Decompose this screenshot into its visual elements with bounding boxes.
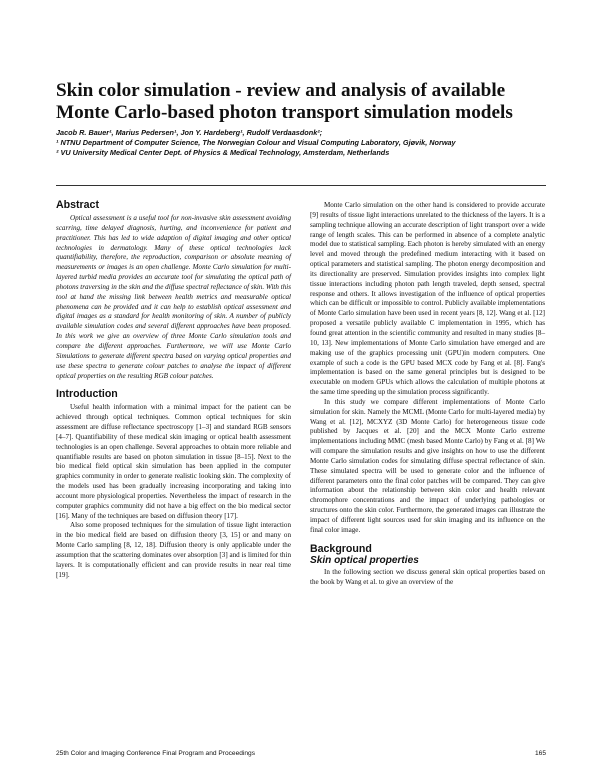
- right-column: [310, 201, 545, 587]
- background-paragraph: In the following section we discuss general skin optical properties based on the book by Wang et al. to give an overview of the: [310, 567, 545, 586]
- affiliations: [56, 138, 556, 158]
- paper-title: Skin color simulation - review and analysis of available Monte Carlo-based photon transport simulation models: [56, 80, 513, 123]
- left-column: [56, 199, 291, 581]
- abstract-heading: Abstract: [56, 199, 99, 211]
- author-list: Jacob R. Bauer¹, Marius Pedersen¹, Jon Y. Hardeberg¹, Rudolf Verdaasdonk²;: [56, 128, 323, 137]
- abstract-text: Optical assessment is a useful tool for non-invasive skin assessment avoiding scarring, time delayed diagnosis, hurting, and inconvenience for patient and practitioner. This has led to wide adaption of digital imaging and other optical technologies in dermatology. Many of these optical technologies lack quantifiability, therefore, the reproduction, comparison or absolute meaning of measurements or images is an open challenge. Monte Carlo simulation for multi-layered turbid media provides an accurate tool for simulating the optical path of photons traversing in the skin and the diffuse spectral reflectance of skin. With this tool at hand the missing link between health metrics and measurable optical phenomena can be provided and it can help to establish optical assessment and digital images as a standard for health monitoring of skin. A number of publicly available simulation codes and several different approaches have been proposed. In this work we give an overview of three Monte Carlo simulation tools and compare the different approaches. Furthermore, we will use Monte Carlo Simulations to generate different spectra based on varying optical properties and use these spectra to generate colour patches to analyse the impact of different optical properties on the resulting RGB colour patches.: [56, 214, 291, 380]
- affiliation-2: ² VU University Medical Center Dept. of Physics & Medical Technology, Amsterdam, Netherlands: [56, 148, 390, 158]
- monte-carlo-paragraph: Monte Carlo simulation on the other hand is considered to provide accurate [9] results of tissue light interactions unrelated to the thickness of the layers. It is a sampling technique allowing an accurate description of light transport over a wide range of length scales. This can be performed in absence of a complete analytic model due to statistical sampling. Each photon is hereby simulated with an energy level and moved through the predefined medium interacting with it based on optical parameters and statistical sampling. The photon energy decomposition and its directionality are preserved. Simulation provides insights into complex light tissue interactions including photon path length traveled, depth sensed, spectral response and others. It allows investigation of the influence of optical properties which can be difficult or impossible to control. Publicly available implementations of Monte Carlo simulation have been used in recent years [8, 12]. Wang et al. [12] proposed a versatile publicly available C implementation in 1995, which has found great attention in the scientific community and resulted in many studies [8–10, 13]. New implementations of Monte Carlo simulation have emerged and are making use of the graphics processing unit (GPU)in modern computers. One example of such a code is the GPU based MCX code by Fang et al. [8]. Fang's implementation is based on the same general principles but is designed to be executable on modern GPUs which allows the calculation of multiple photons at the same time speeding up the simulation process significantly.: [310, 201, 545, 397]
- affiliation-1: ¹ NTNU Department of Computer Science, The Norwegian Colour and Visual Computing Laboratory, Gjøvik, Norway: [56, 138, 456, 147]
- background-heading: Background: [310, 542, 372, 555]
- intro-paragraph-1: Useful health information with a minimal impact for the patient can be achieved through optical techniques. Common optical techniques for skin assessment are diffuse reflectance spectroscopy [1–3] and standard RGB sensors [4–7]. Quantifiability of these medical skin imaging or optical health assessment technologies is an open challenge. Several approaches to obtain more reliable and quantifiable results are based on photon simulation in tissue [8–15]. Next to the bio medical field optical skin simulation has been applied in the computer graphics community in order to generate realistic looking skin. The complexity of the models used has been gradually increasing incorporating and taking into account more physiological properties. Nevertheless the impact of research in the computer graphics community did not have a big effect on the bio medical sector [16]. Many of the techniques are based on diffusion theory [17].: [56, 403, 291, 520]
- title-divider: [56, 185, 546, 186]
- intro-paragraph-2: Also some proposed techniques for the simulation of tissue light interaction in the bio medical field are based on diffusion theory [3, 15] or and many on Monte Carlo sampling [8, 12, 18]. Diffusion theory is only applicable under the assumption that the scattering dominates over absorption [3] and is limited for thin layers. It is computationally efficient and can provide results in near real time [19].: [56, 521, 291, 579]
- skin-optical-properties-heading: Skin optical properties: [310, 554, 419, 566]
- page-number: 165: [534, 750, 546, 757]
- proceedings-name: 25th Color and Imaging Conference Final Program and Proceedings: [56, 750, 256, 757]
- study-paragraph: In this study we compare different implementations of Monte Carlo simulation for skin. Namely the MCML (Monte Carlo for multi-layered media) by Wang et al. [12], MCXYZ (3D Monte Carlo) for heterogeneous tissue code published by Jacques et al. [20] and the MCX Monte Carlo extreme implementations including MMC (mesh based Monte Carlo) by Fang et al. [8] We will compare the simulation results and give insights on how to use the different Monte Carlo simulation codes for simulating diffuse spectral reflectance of skin. These simulated spectra will be used to generate color and the influence of different parameters onto the final color patches will be compared. They can give information about the relationship between skin color and health relevant chromophore concentrations and the impact of underlying pathologies or structures onto the skin color. Furthermore, the generated images can illustrate the impact of different light sources used for skin imaging and its influence on the final color image.: [310, 397, 545, 534]
- introduction-heading: Introduction: [56, 388, 118, 401]
